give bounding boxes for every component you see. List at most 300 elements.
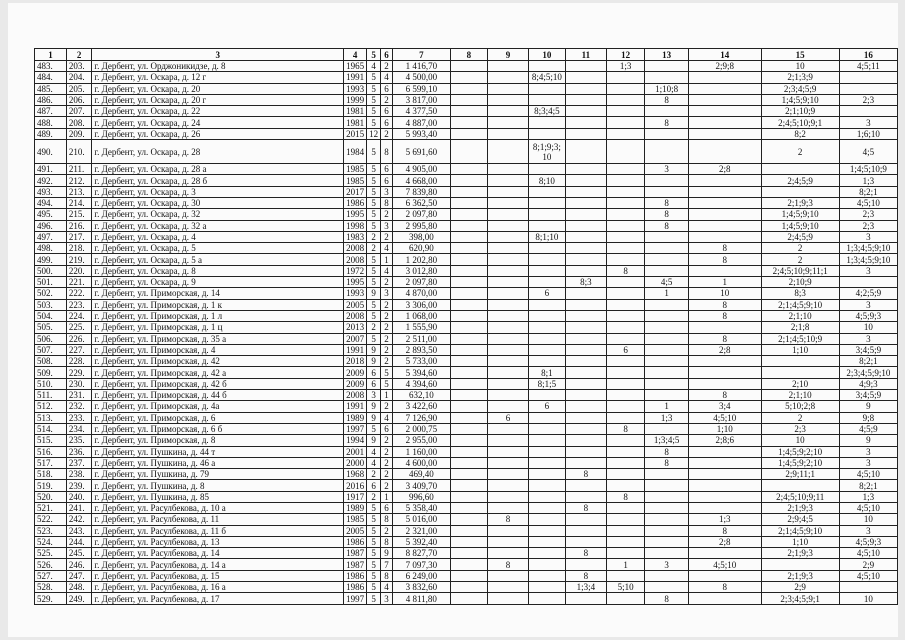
table-cell: 240. [66,491,92,502]
table-cell: 2;3 [839,94,897,105]
table-cell [450,570,487,581]
table-cell: 5 [367,265,381,276]
table-row [35,446,898,457]
table-row [35,175,898,186]
table-cell [565,344,606,355]
table-cell [528,333,565,344]
table-cell: 5 733,00 [392,356,450,367]
table-cell [565,209,606,220]
table-cell: 2 [381,469,393,480]
column-header: 1 [35,49,67,61]
table-cell: 3 012,80 [392,265,450,276]
table-cell: 499. [35,254,67,265]
table-cell [450,243,487,254]
table-cell: 225. [66,322,92,333]
table-cell: г. Дербент, ул. Приморская, д. 8 [92,435,344,446]
table-cell: 4;5;11 [839,61,897,72]
table-cell: 7 097,30 [392,559,450,570]
table-cell [645,356,689,367]
table-cell [528,209,565,220]
table-body [35,61,898,605]
table-cell: 8 [381,197,393,208]
table-cell: 4 [381,243,393,254]
table-cell: 4;5;10 [839,469,897,480]
table-cell: 2;4;5;9 [761,231,839,242]
table-cell: 2 955,00 [392,435,450,446]
table-cell: 2 [381,446,393,457]
table-cell: 216. [66,220,92,231]
table-cell: 7 839,80 [392,186,450,197]
table-cell [645,480,689,491]
table-cell [450,288,487,299]
table-cell: 4 500,00 [392,72,450,83]
table-cell [761,164,839,175]
table-cell: 5 [367,536,381,547]
table-cell: 1;3 [688,514,761,525]
table-cell: 492. [35,175,67,186]
table-cell [450,435,487,446]
table-cell: 5 [367,197,381,208]
table-cell: г. Дербент, ул. Оскара, д. 24 [92,117,344,128]
table-cell: 485. [35,83,67,94]
table-cell: 8;3 [761,288,839,299]
table-cell [565,94,606,105]
table-cell: 2017 [344,186,367,197]
table-cell: 8;1;10 [528,231,565,242]
table-cell: 1 [645,401,689,412]
table-cell: г. Дербент, ул. Оскара, д. 28 [92,140,344,164]
table-cell [645,106,689,117]
column-header: 4 [344,49,367,61]
table-cell: 1987 [344,548,367,559]
table-cell: 2;10;9 [761,277,839,288]
table-cell [488,231,529,242]
table-cell: 6 [367,480,381,491]
table-cell: 527. [35,570,67,581]
table-row [35,593,898,604]
table-cell [645,548,689,559]
table-cell [450,175,487,186]
table-cell [450,502,487,513]
table-cell: 6 [381,423,393,434]
table-cell: 2;4;5;10;9;11;1 [761,265,839,276]
table-cell [606,457,644,468]
table-cell [565,254,606,265]
table-cell [450,94,487,105]
table-cell: 8 [645,197,689,208]
table-cell: 2008 [344,243,367,254]
table-cell: 2;1;9;3 [761,548,839,559]
table-cell [606,322,644,333]
table-cell [761,367,839,378]
column-header: 9 [488,49,529,61]
table-cell [450,367,487,378]
table-cell: 5 [367,72,381,83]
table-cell [645,186,689,197]
table-cell [565,231,606,242]
table-cell: 217. [66,231,92,242]
table-cell: 1997 [344,593,367,604]
table-cell: 3 [839,117,897,128]
table-cell: 2008 [344,310,367,321]
table-cell: 8 [645,593,689,604]
table-cell [565,310,606,321]
table-cell: 8 [381,140,393,164]
table-cell [450,186,487,197]
table-cell: 213. [66,186,92,197]
table-cell: 6 [367,378,381,389]
table-cell [645,333,689,344]
table-cell: 488. [35,117,67,128]
column-header: 7 [392,49,450,61]
table-cell [488,378,529,389]
table-cell: 3 [381,186,393,197]
table-cell: 5 [367,83,381,94]
table-cell: 5 [381,378,393,389]
table-cell: 6 [381,175,393,186]
table-cell: г. Дербент, ул. Приморская, д. 14 [92,288,344,299]
table-cell [528,582,565,593]
table-cell [645,390,689,401]
table-cell: 493. [35,186,67,197]
table-cell: 8;3;4;5 [528,106,565,117]
table-cell: 9 [381,548,393,559]
table-cell [565,457,606,468]
table-cell [528,344,565,355]
table-cell: 1981 [344,106,367,117]
table-cell [450,536,487,547]
table-cell: 210. [66,140,92,164]
table-cell [839,277,897,288]
table-cell: 2008 [344,390,367,401]
table-cell: 2016 [344,480,367,491]
table-cell: 7 126,90 [392,412,450,423]
table-cell [528,502,565,513]
table-cell: 3 409,70 [392,480,450,491]
table-cell [645,536,689,547]
table-cell [645,265,689,276]
table-cell: 1;10 [761,536,839,547]
table-cell [606,378,644,389]
table-cell: 214. [66,197,92,208]
table-cell [488,288,529,299]
table-cell [606,367,644,378]
table-cell: 8;2;1 [839,480,897,491]
table-cell: 4 [367,457,381,468]
table-cell [606,83,644,94]
table-cell: 228. [66,356,92,367]
table-cell: г. Дербент, ул. Оскара, д. 20 г [92,94,344,105]
table-cell [645,378,689,389]
table-cell [528,412,565,423]
table-cell [565,514,606,525]
table-cell [528,457,565,468]
table-cell: 3;4;5;9 [839,390,897,401]
table-cell: 6 [606,344,644,355]
table-cell [450,469,487,480]
table-cell [528,469,565,480]
table-cell: 1991 [344,401,367,412]
table-cell: 632,10 [392,390,450,401]
table-cell: 3 [839,525,897,536]
table-cell: 10 [761,435,839,446]
table-cell: 3;4 [688,401,761,412]
table-cell: 2;1;8 [761,322,839,333]
table-cell: 2;1;4;5;10;9 [761,333,839,344]
table-cell [488,435,529,446]
table-cell: 3 [381,593,393,604]
table-cell [688,186,761,197]
table-cell [528,390,565,401]
table-cell [450,401,487,412]
table-cell [528,322,565,333]
table-cell: 5 [381,367,393,378]
table-cell: 2 893,50 [392,344,450,355]
table-cell: г. Дербент, ул. Приморская, д. 42 б [92,378,344,389]
table-cell [606,117,644,128]
table-cell [606,469,644,480]
table-cell: 9 [367,356,381,367]
table-cell: 5 [367,164,381,175]
table-cell: 1917 [344,491,367,502]
table-cell: 242. [66,514,92,525]
table-cell: 5 [367,548,381,559]
table-cell: 3 [367,390,381,401]
table-cell [645,423,689,434]
table-cell: г. Дербент, ул. Оскара, д. 26 [92,128,344,139]
table-row [35,277,898,288]
table-cell: 2 [381,61,393,72]
table-cell: 1;4;5;9;10 [761,220,839,231]
table-cell: 1 [645,288,689,299]
table-cell [645,322,689,333]
table-cell: 221. [66,277,92,288]
table-cell [688,491,761,502]
table-cell [688,231,761,242]
table-cell [528,446,565,457]
table-cell [645,140,689,164]
table-cell [450,390,487,401]
table-cell [565,559,606,570]
table-cell: 8;2 [761,128,839,139]
table-cell [688,446,761,457]
table-cell [606,390,644,401]
table-cell: 5 [367,209,381,220]
table-cell: 1;3;4;5;9;10 [839,243,897,254]
table-cell [450,457,487,468]
table-cell [528,265,565,276]
table-cell: 1987 [344,559,367,570]
table-cell [528,164,565,175]
table-cell [839,83,897,94]
table-cell: 4;5;10 [839,197,897,208]
table-cell: 2 [381,322,393,333]
table-cell [488,548,529,559]
table-cell [450,582,487,593]
table-cell: 1;3;4;5;9;10 [839,254,897,265]
table-cell: 8 [688,582,761,593]
table-cell [528,186,565,197]
table-cell [606,197,644,208]
table-cell: 2;1;4;5;9;10 [761,525,839,536]
table-cell [688,469,761,480]
table-cell: 490. [35,140,67,164]
table-cell: 1;4;5;9;10 [761,94,839,105]
table-cell: 232. [66,401,92,412]
table-cell [450,344,487,355]
table-cell [488,117,529,128]
table-cell [688,83,761,94]
table-cell: 2 [381,401,393,412]
table-cell: 230. [66,378,92,389]
column-header: 11 [565,49,606,61]
table-row [35,186,898,197]
table-cell [450,423,487,434]
table-cell [606,514,644,525]
table-cell: 506. [35,333,67,344]
table-cell: 4;5;9;3 [839,310,897,321]
table-cell [528,570,565,581]
table-cell [488,197,529,208]
table-cell [450,559,487,570]
table-cell: 2 [381,231,393,242]
table-cell [565,265,606,276]
table-cell [488,582,529,593]
table-cell [645,582,689,593]
table-cell: 5 358,40 [392,502,450,513]
table-cell: г. Дербент, ул. Расулбекова, д. 11 [92,514,344,525]
table-cell [688,140,761,164]
table-cell: г. Дербент, ул. Расулбекова, д. 14 а [92,559,344,570]
table-cell: 2 [381,480,393,491]
table-cell: 5 691,60 [392,140,450,164]
table-cell: г. Дербент, ул. Оскара, д. 4 [92,231,344,242]
table-cell [528,491,565,502]
table-cell: 5;10;2;8 [761,401,839,412]
table-cell [528,548,565,559]
table-cell [488,390,529,401]
table-row [35,514,898,525]
table-cell [688,220,761,231]
table-cell: 215. [66,209,92,220]
table-cell: 5 [367,94,381,105]
table-cell [565,61,606,72]
table-cell: 2;9;4;5 [761,514,839,525]
table-cell: 5 016,00 [392,514,450,525]
table-cell: 8 [606,265,644,276]
table-cell: 2 [761,140,839,164]
table-cell: 8 [565,502,606,513]
table-cell [450,514,487,525]
column-header: 15 [761,49,839,61]
table-cell: г. Дербент, ул. Оскара, д. 30 [92,197,344,208]
table-cell [645,469,689,480]
table-cell [606,536,644,547]
table-cell: 1;3 [839,491,897,502]
table-cell: 2;1;10;9 [761,106,839,117]
table-row [35,322,898,333]
table-cell: 9 [839,401,897,412]
table-cell [606,72,644,83]
table-cell: 2;9 [839,559,897,570]
table-cell [450,356,487,367]
table-row [35,559,898,570]
table-cell [839,72,897,83]
table-cell: 2;1;9;3 [761,502,839,513]
table-cell [606,401,644,412]
table-cell: 1 [606,559,644,570]
table-cell: г. Дербент, ул. Расулбекова, д. 10 а [92,502,344,513]
table-cell: 2;1;10 [761,390,839,401]
table-cell: 1983 [344,231,367,242]
table-cell: 1985 [344,164,367,175]
table-cell [606,593,644,604]
table-cell [488,469,529,480]
table-cell: 226. [66,333,92,344]
table-cell: 519. [35,480,67,491]
table-cell: 206. [66,94,92,105]
table-cell [528,559,565,570]
table-cell [565,243,606,254]
table-cell: 8;1 [528,367,565,378]
table-cell: 204. [66,72,92,83]
table-cell: 10 [839,593,897,604]
table-cell: 5 [367,106,381,117]
table-cell [488,186,529,197]
table-cell: 3 [839,457,897,468]
table-cell: 1 [688,277,761,288]
table-cell [565,83,606,94]
table-cell: 9 [367,412,381,423]
table-cell: 2;1;9;3 [761,570,839,581]
table-cell [450,106,487,117]
table-cell: 239. [66,480,92,491]
table-cell: 520. [35,491,67,502]
table-row [35,220,898,231]
table-cell: 249. [66,593,92,604]
table-cell: 1991 [344,72,367,83]
table-cell: 8;3 [565,277,606,288]
table-cell [565,106,606,117]
table-cell: 238. [66,469,92,480]
table-cell [450,491,487,502]
table-cell: 5 [367,186,381,197]
table-cell: 4 [367,446,381,457]
table-cell: 4 [367,61,381,72]
table-row [35,333,898,344]
table-row [35,480,898,491]
table-cell: 3 832,60 [392,582,450,593]
table-cell: 4 668,00 [392,175,450,186]
table-row [35,197,898,208]
table-cell [565,220,606,231]
table-cell: 1 416,70 [392,61,450,72]
table-cell: 4;5;9 [839,423,897,434]
table-cell [565,128,606,139]
table-cell [565,164,606,175]
table-cell [606,288,644,299]
table-cell: г. Дербент, ул. Оскара, д. 32 а [92,220,344,231]
table-cell: 4;5;10 [839,548,897,559]
table-cell: 247. [66,570,92,581]
table-cell [606,299,644,310]
table-cell: 2;8 [688,536,761,547]
table-cell: 398,00 [392,231,450,242]
table-cell [528,310,565,321]
table-cell [688,378,761,389]
table-cell: 5 [367,277,381,288]
table-cell [565,378,606,389]
